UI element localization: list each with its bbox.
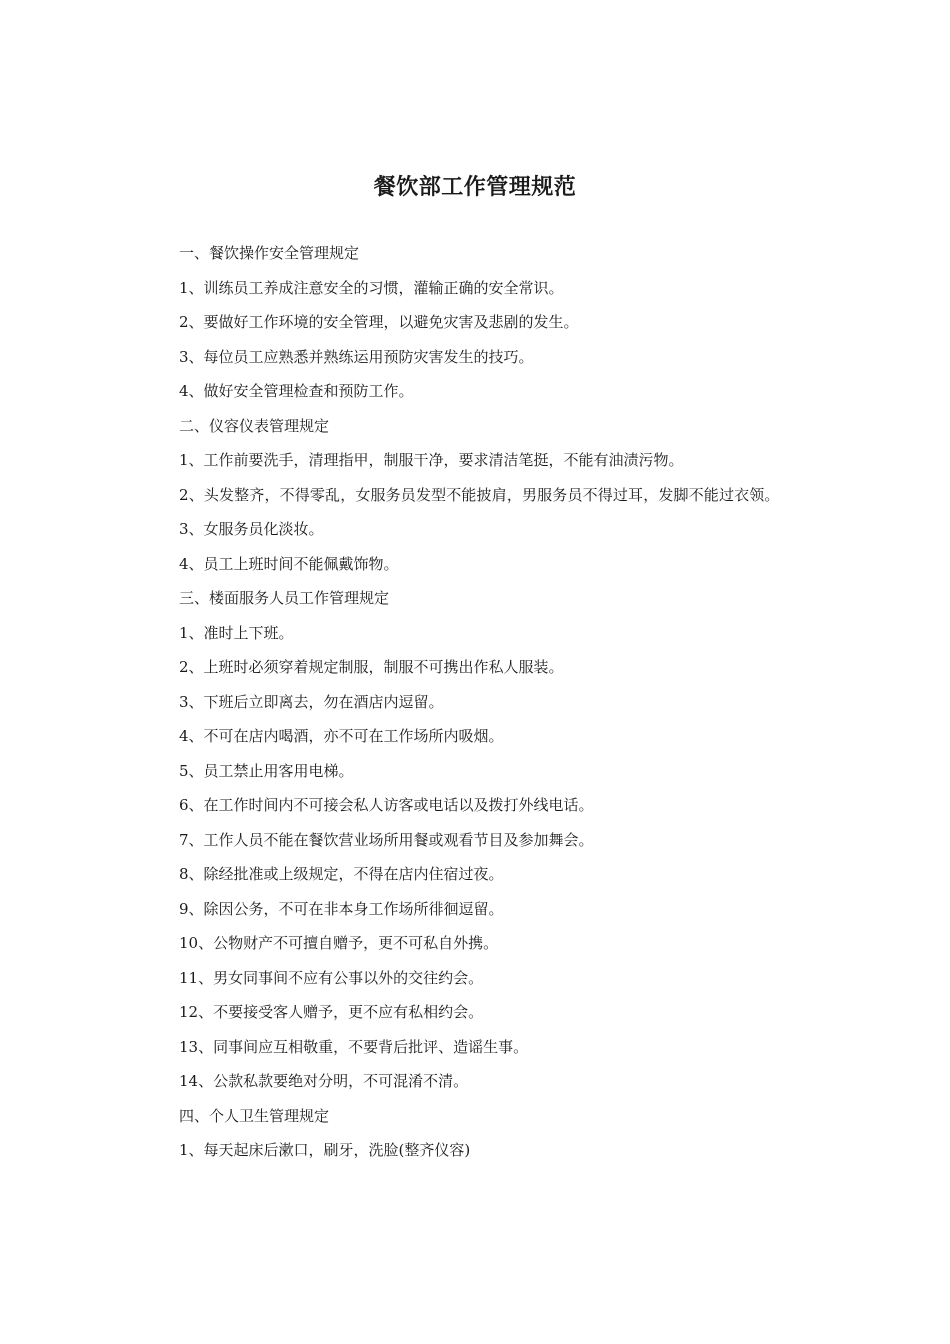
- paragraph-line: 3、女服务员化淡妆。: [179, 520, 324, 538]
- section-heading-floor-service: 三、楼面服务人员工作管理规定: [179, 589, 390, 607]
- paragraph-line: 6、在工作时间内不可接会私人访客或电话以及拨打外线电话。: [179, 796, 594, 814]
- paragraph-line: 1、训练员工养成注意安全的习惯，灌输正确的安全常识。: [179, 278, 564, 297]
- paragraph-line: 3、下班后立即离去，勿在酒店内逗留。: [179, 692, 444, 711]
- paragraph-line: 2、上班时必须穿着规定制服，制服不可携出作私人服装。: [179, 658, 564, 676]
- paragraph-line: 3、每位员工应熟悉并熟练运用预防灾害发生的技巧。: [179, 347, 534, 366]
- paragraph-line: 14、公款私款要绝对分明，不可混淆不清。: [179, 1072, 469, 1090]
- section-heading-hygiene: 四、个人卫生管理规定: [179, 1106, 330, 1125]
- paragraph-line: 8、除经批准或上级规定，不得在店内住宿过夜。: [179, 865, 504, 883]
- paragraph-line: 13、同事间应互相敬重，不要背后批评、造谣生事。: [179, 1037, 529, 1056]
- document-title: 餐饮部工作管理规范: [373, 175, 577, 200]
- paragraph-line: 4、做好安全管理检查和预防工作。: [179, 382, 414, 400]
- paragraph-line: 5、员工禁止用客用电梯。: [179, 761, 354, 780]
- paragraph-line: 2、头发整齐，不得零乱，女服务员发型不能披肩，男服务员不得过耳，发脚不能过衣领。: [179, 485, 780, 504]
- section-heading-safety: 一、餐饮操作安全管理规定: [179, 244, 360, 262]
- paragraph-line: 4、不可在店内喝酒，亦不可在工作场所内吸烟。: [179, 727, 504, 745]
- paragraph-line: 2、要做好工作环境的安全管理，以避免灾害及悲剧的发生。: [179, 313, 579, 331]
- paragraph-line: 1、准时上下班。: [179, 623, 294, 642]
- paragraph-line: 4、员工上班时间不能佩戴饰物。: [179, 554, 399, 573]
- paragraph-line: 12、不要接受客人赠予，更不应有私相约会。: [179, 1003, 484, 1021]
- paragraph-line: 1、工作前要洗手，清理指甲，制服干净，要求清洁笔挺，不能有油渍污物。: [179, 451, 684, 469]
- section-heading-appearance: 二、仪容仪表管理规定: [179, 416, 330, 435]
- paragraph-line: 7、工作人员不能在餐饮营业场所用餐或观看节目及参加舞会。: [179, 830, 594, 849]
- paragraph-line: 10、公物财产不可擅自赠予，更不可私自外携。: [179, 934, 499, 952]
- paragraph-line: 9、除因公务，不可在非本身工作场所徘徊逗留。: [179, 899, 504, 918]
- paragraph-line: 11、男女同事间不应有公事以外的交往约会。: [179, 968, 484, 987]
- document-body: [145, 236, 810, 1168]
- paragraph-line: 1、每天起床后漱口，刷牙，洗脸(整齐仪容): [179, 1141, 471, 1159]
